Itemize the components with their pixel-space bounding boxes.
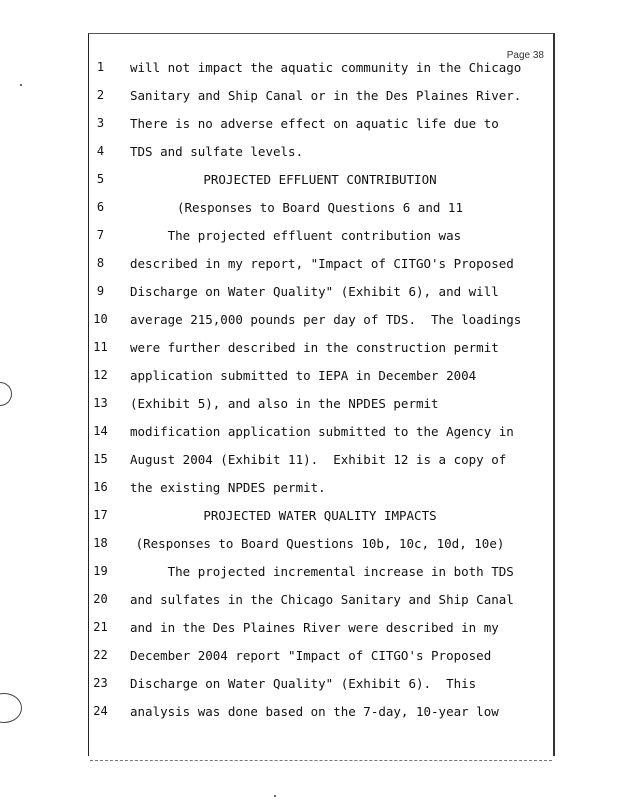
line-text: The projected incremental increase in both TDS (130, 564, 514, 579)
section-heading: PROJECTED WATER QUALITY IMPACTS (203, 508, 437, 523)
section-heading: (Responses to Board Questions 6 and 11 (177, 200, 463, 215)
transcript-line (0, 396, 620, 418)
line-number: 12 (93, 368, 108, 382)
scan-mark (553, 600, 555, 640)
line-number: 23 (93, 676, 108, 690)
line-number: 9 (96, 284, 105, 298)
scan-speck (274, 795, 276, 797)
line-number: 3 (96, 116, 105, 130)
line-text: Discharge on Water Quality" (Exhibit 6), and will (130, 284, 499, 299)
transcript-line (0, 620, 620, 642)
line-number: 14 (93, 424, 108, 438)
line-text: December 2004 report "Impact of CITGO's Proposed (130, 648, 492, 663)
line-number: 22 (93, 648, 108, 662)
line-number: 20 (93, 592, 108, 606)
page-bottom-rule (90, 760, 552, 761)
line-text: August 2004 (Exhibit 11). Exhibit 12 is a copy of (130, 452, 507, 467)
line-text: The projected effluent contribution was (130, 228, 462, 243)
transcript-line (0, 60, 620, 82)
transcript-line (0, 116, 620, 138)
line-number: 24 (93, 704, 108, 718)
transcript-line (0, 256, 620, 278)
transcript-line (0, 144, 620, 166)
line-text: analysis was done based on the 7-day, 10-year low (130, 704, 499, 719)
line-text: TDS and sulfate levels. (130, 144, 304, 159)
transcript-line (0, 452, 620, 474)
scan-mark (553, 120, 555, 132)
transcript-line (0, 88, 620, 110)
line-text: will not impact the aquatic community in the Chicago (130, 60, 522, 75)
transcript-line (0, 648, 620, 670)
line-text: described in my report, "Impact of CITGO's Proposed (130, 256, 514, 271)
transcript-line (0, 676, 620, 698)
line-number: 15 (93, 452, 108, 466)
line-number: 1 (96, 60, 105, 74)
line-text: the existing NPDES permit. (130, 480, 326, 495)
line-text: and sulfates in the Chicago Sanitary and Ship Canal (130, 592, 514, 607)
line-text: There is no adverse effect on aquatic life due to (130, 116, 499, 131)
transcript-line (0, 284, 620, 306)
line-number: 7 (96, 228, 105, 242)
transcript-line (0, 536, 620, 558)
transcript-line (0, 340, 620, 362)
scan-mark (553, 420, 555, 450)
transcript-line (0, 704, 620, 726)
transcript-line (0, 424, 620, 446)
page-number: Page 38 (506, 50, 544, 61)
line-number: 4 (96, 144, 105, 158)
line-number: 10 (93, 312, 108, 326)
transcript-line (0, 508, 620, 530)
line-number: 18 (93, 536, 108, 550)
line-number: 13 (93, 396, 108, 410)
line-number: 11 (93, 340, 108, 354)
scan-mark (553, 65, 555, 83)
section-heading: PROJECTED EFFLUENT CONTRIBUTION (203, 172, 437, 187)
line-text: (Exhibit 5), and also in the NPDES permit (130, 396, 439, 411)
line-number: 16 (93, 480, 108, 494)
line-number: 6 (96, 200, 105, 214)
line-text: average 215,000 pounds per day of TDS. The loadings (130, 312, 522, 327)
line-text: application submitted to IEPA in December 2004 (130, 368, 477, 383)
line-number: 2 (96, 88, 105, 102)
transcript-line (0, 172, 620, 194)
transcript-line (0, 312, 620, 334)
line-number: 17 (93, 508, 108, 522)
line-number: 8 (96, 256, 105, 270)
line-text: modification application submitted to the Agency in (130, 424, 514, 439)
transcript-line (0, 592, 620, 614)
line-number: 19 (93, 564, 108, 578)
transcript-line (0, 228, 620, 250)
transcript-line (0, 480, 620, 502)
transcript-line (0, 200, 620, 222)
line-text: were further described in the construction permit (130, 340, 499, 355)
line-text: Sanitary and Ship Canal or in the Des Plaines River. (130, 88, 522, 103)
line-text: Discharge on Water Quality" (Exhibit 6). This (130, 676, 477, 691)
scan-speck (20, 84, 22, 86)
transcript-line (0, 564, 620, 586)
section-heading: (Responses to Board Questions 10b, 10c, 10d, 10e) (135, 536, 505, 551)
line-text: and in the Des Plaines River were described in my (130, 620, 499, 635)
line-number: 21 (93, 620, 108, 634)
transcript-line (0, 368, 620, 390)
line-number: 5 (96, 172, 105, 186)
